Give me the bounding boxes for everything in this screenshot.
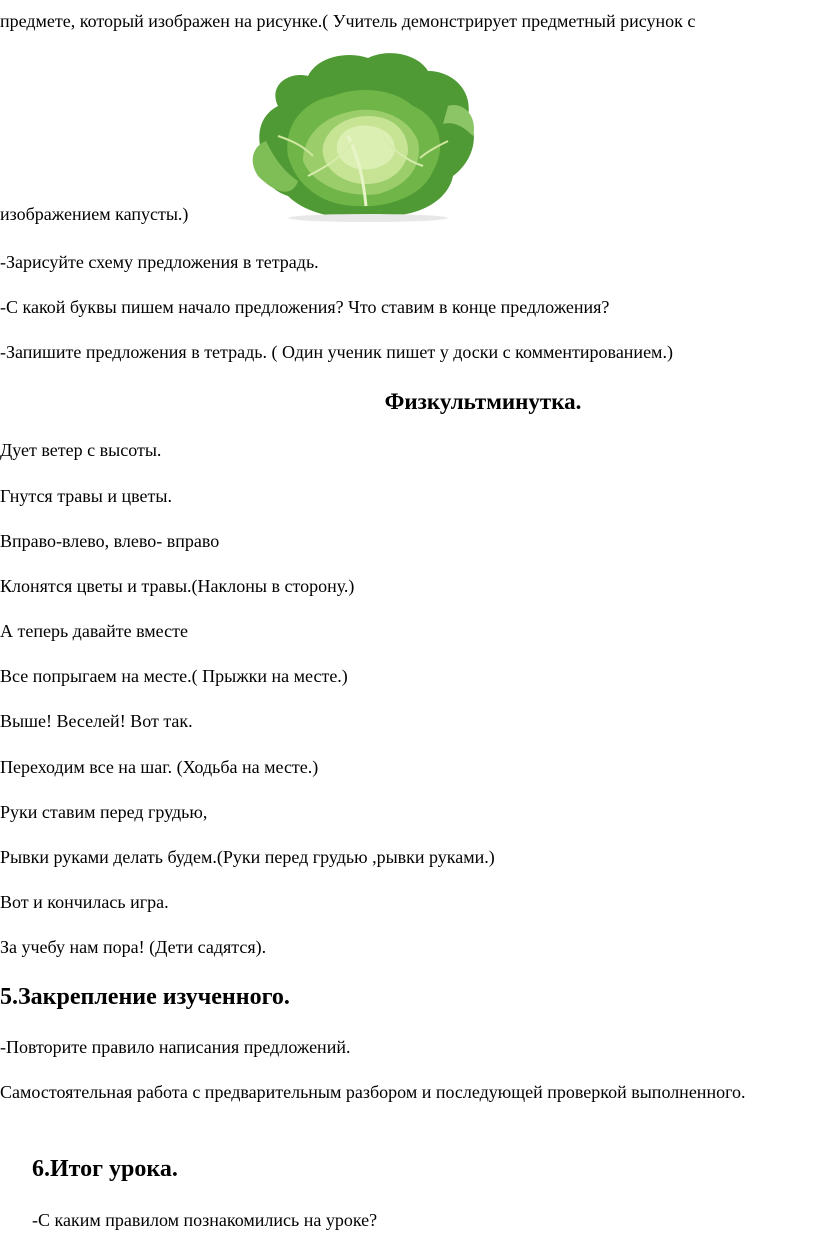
poem-line: За учебу нам пора! (Дети садятся). xyxy=(0,937,267,957)
poem-line: Вот и кончилась игра. xyxy=(0,892,169,912)
text-line-cabbage: изображением капусты.) xyxy=(0,204,189,224)
poem-line: Все попрыгаем на месте.( Прыжки на месте.) xyxy=(0,666,348,686)
text-line-question: -С какой буквы пишем начало предложения? Что ставим в конце предложения? xyxy=(0,297,610,317)
cabbage-illustration xyxy=(248,46,480,222)
section-5-paragraph: Самостоятельная работа с предварительным разбором и последующей проверкой выполненного. xyxy=(0,1082,746,1102)
poem-line: Гнутся травы и цветы. xyxy=(0,486,172,506)
text-line-intro: предмете, который изображен на рисунке.( Учитель демонстрирует предметный рисунок с xyxy=(0,11,696,31)
poem-line: Вправо-влево, влево- вправо xyxy=(0,531,220,551)
poem-line: Выше! Веселей! Вот так. xyxy=(0,711,193,731)
poem-line: Рывки руками делать будем.(Руки перед грудью ,рывки руками.) xyxy=(0,847,495,867)
section-6-line: -С каким правилом познакомились на уроке? xyxy=(32,1210,378,1230)
section-6-heading: 6.Итог урока. xyxy=(32,1156,178,1182)
text-line-write: -Запишите предложения в тетрадь. ( Один ученик пишет у доски с комментированием.) xyxy=(0,342,673,362)
poem-line: А теперь давайте вместе xyxy=(0,621,188,641)
fizkult-heading: Физкультминутка. xyxy=(384,389,582,414)
poem-line: Переходим все на шаг. (Ходьба на месте.) xyxy=(0,757,319,777)
section-5-line: -Повторите правило написания предложений. xyxy=(0,1037,351,1057)
text-line-draw-scheme: -Зарисуйте схему предложения в тетрадь. xyxy=(0,252,319,272)
poem-line: Дует ветер с высоты. xyxy=(0,440,162,460)
poem-line: Руки ставим перед грудью, xyxy=(0,802,208,822)
section-5-heading: 5.Закрепление изученного. xyxy=(0,984,290,1010)
poem-line: Клонятся цветы и травы.(Наклоны в сторону.) xyxy=(0,576,355,596)
